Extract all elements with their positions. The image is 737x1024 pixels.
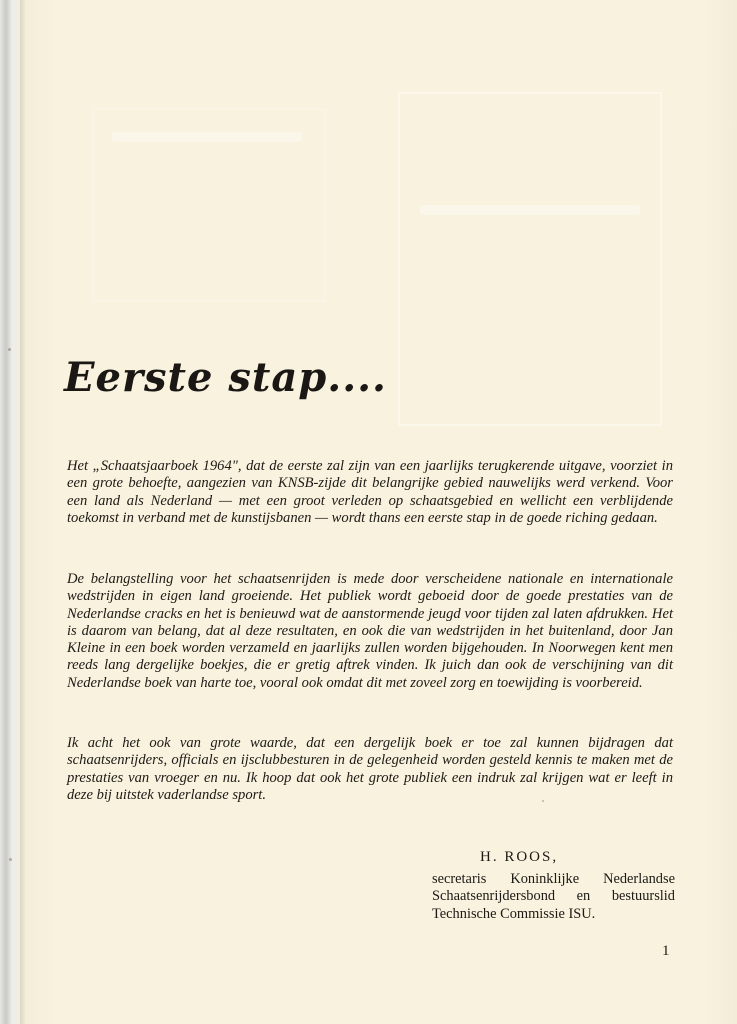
signature-block <box>432 849 675 923</box>
show-through-text <box>112 132 302 142</box>
spine-shadow <box>20 0 26 1024</box>
page-title: Eerste stap.... <box>64 354 387 401</box>
paragraph-text: Het „Schaatsjaarboek 1964", dat de eerste zal zijn van een jaarlijks terugkerende uitgave, voorziet in een grote behoefte, aangezien van KNSB-zijde dit belangrijke gebied nauwelijks werd verkend. Voor een land als Nederland — met een groot verleden op schaatsgebied en wellicht een verblijdende toekomst in verband met de kunstijsbanen — wordt thans een eerste stap in de goede riching gedaan. <box>67 458 673 526</box>
paragraph-1 <box>67 458 673 527</box>
paper-speck <box>542 800 544 802</box>
paragraph-text: De belangstelling voor het schaatsenrijden is mede door verscheidene nationale en internationale wedstrijden in eigen land groeiende. Het publiek wordt geboeid door de goede prestaties van de Nederlandse cracks en het is benieuwd wat de aanstormende jeugd voor tijden zal laten afdrukken. Het is daarom van belang, dat al deze resultaten, en ook die van wedstrijden in het buitenland, door Jan Kleine in een boek worden verzameld en jaarlijks zullen worden bijgehouden. In Noorwegen kent men reeds lang dergelijke boekjes, die er gretig aftrek vinden. Ik juich dan ook de verschijning van dit Nederlandse boek van harte toe, vooral ook omdat dit met zoveel zorg en toewijding is voorbereid. <box>67 571 673 691</box>
paragraph-2 <box>67 571 673 692</box>
signatory-title-line: Technische Commissie ISU. <box>432 905 596 922</box>
show-through-text <box>420 205 640 215</box>
paragraph-3 <box>67 735 673 804</box>
paper-speck <box>9 858 12 861</box>
paper-speck <box>8 348 11 351</box>
signatory-name: H. ROOS, <box>480 849 559 865</box>
signatory-title-line: Schaatsenrijdersbond en bestuurslid <box>432 888 675 905</box>
signatory-title-line: secretaris Koninklijke Nederlandse <box>432 871 675 888</box>
paragraph-text: Ik acht het ook van grote waarde, dat een dergelijk boek er toe zal kunnen bijdragen dat schaatsenrijders, officials en ijsclubbesturen in de gelegenheid worden gesteld kennis te maken met de prestaties van vroeger en nu. Ik hoop dat ook het grote publiek een indruk zal krijgen wat er leeft in deze bij uitstek vaderlandse sport. <box>67 735 673 803</box>
show-through-image-right <box>398 92 662 426</box>
page-number: 1 <box>662 943 670 959</box>
